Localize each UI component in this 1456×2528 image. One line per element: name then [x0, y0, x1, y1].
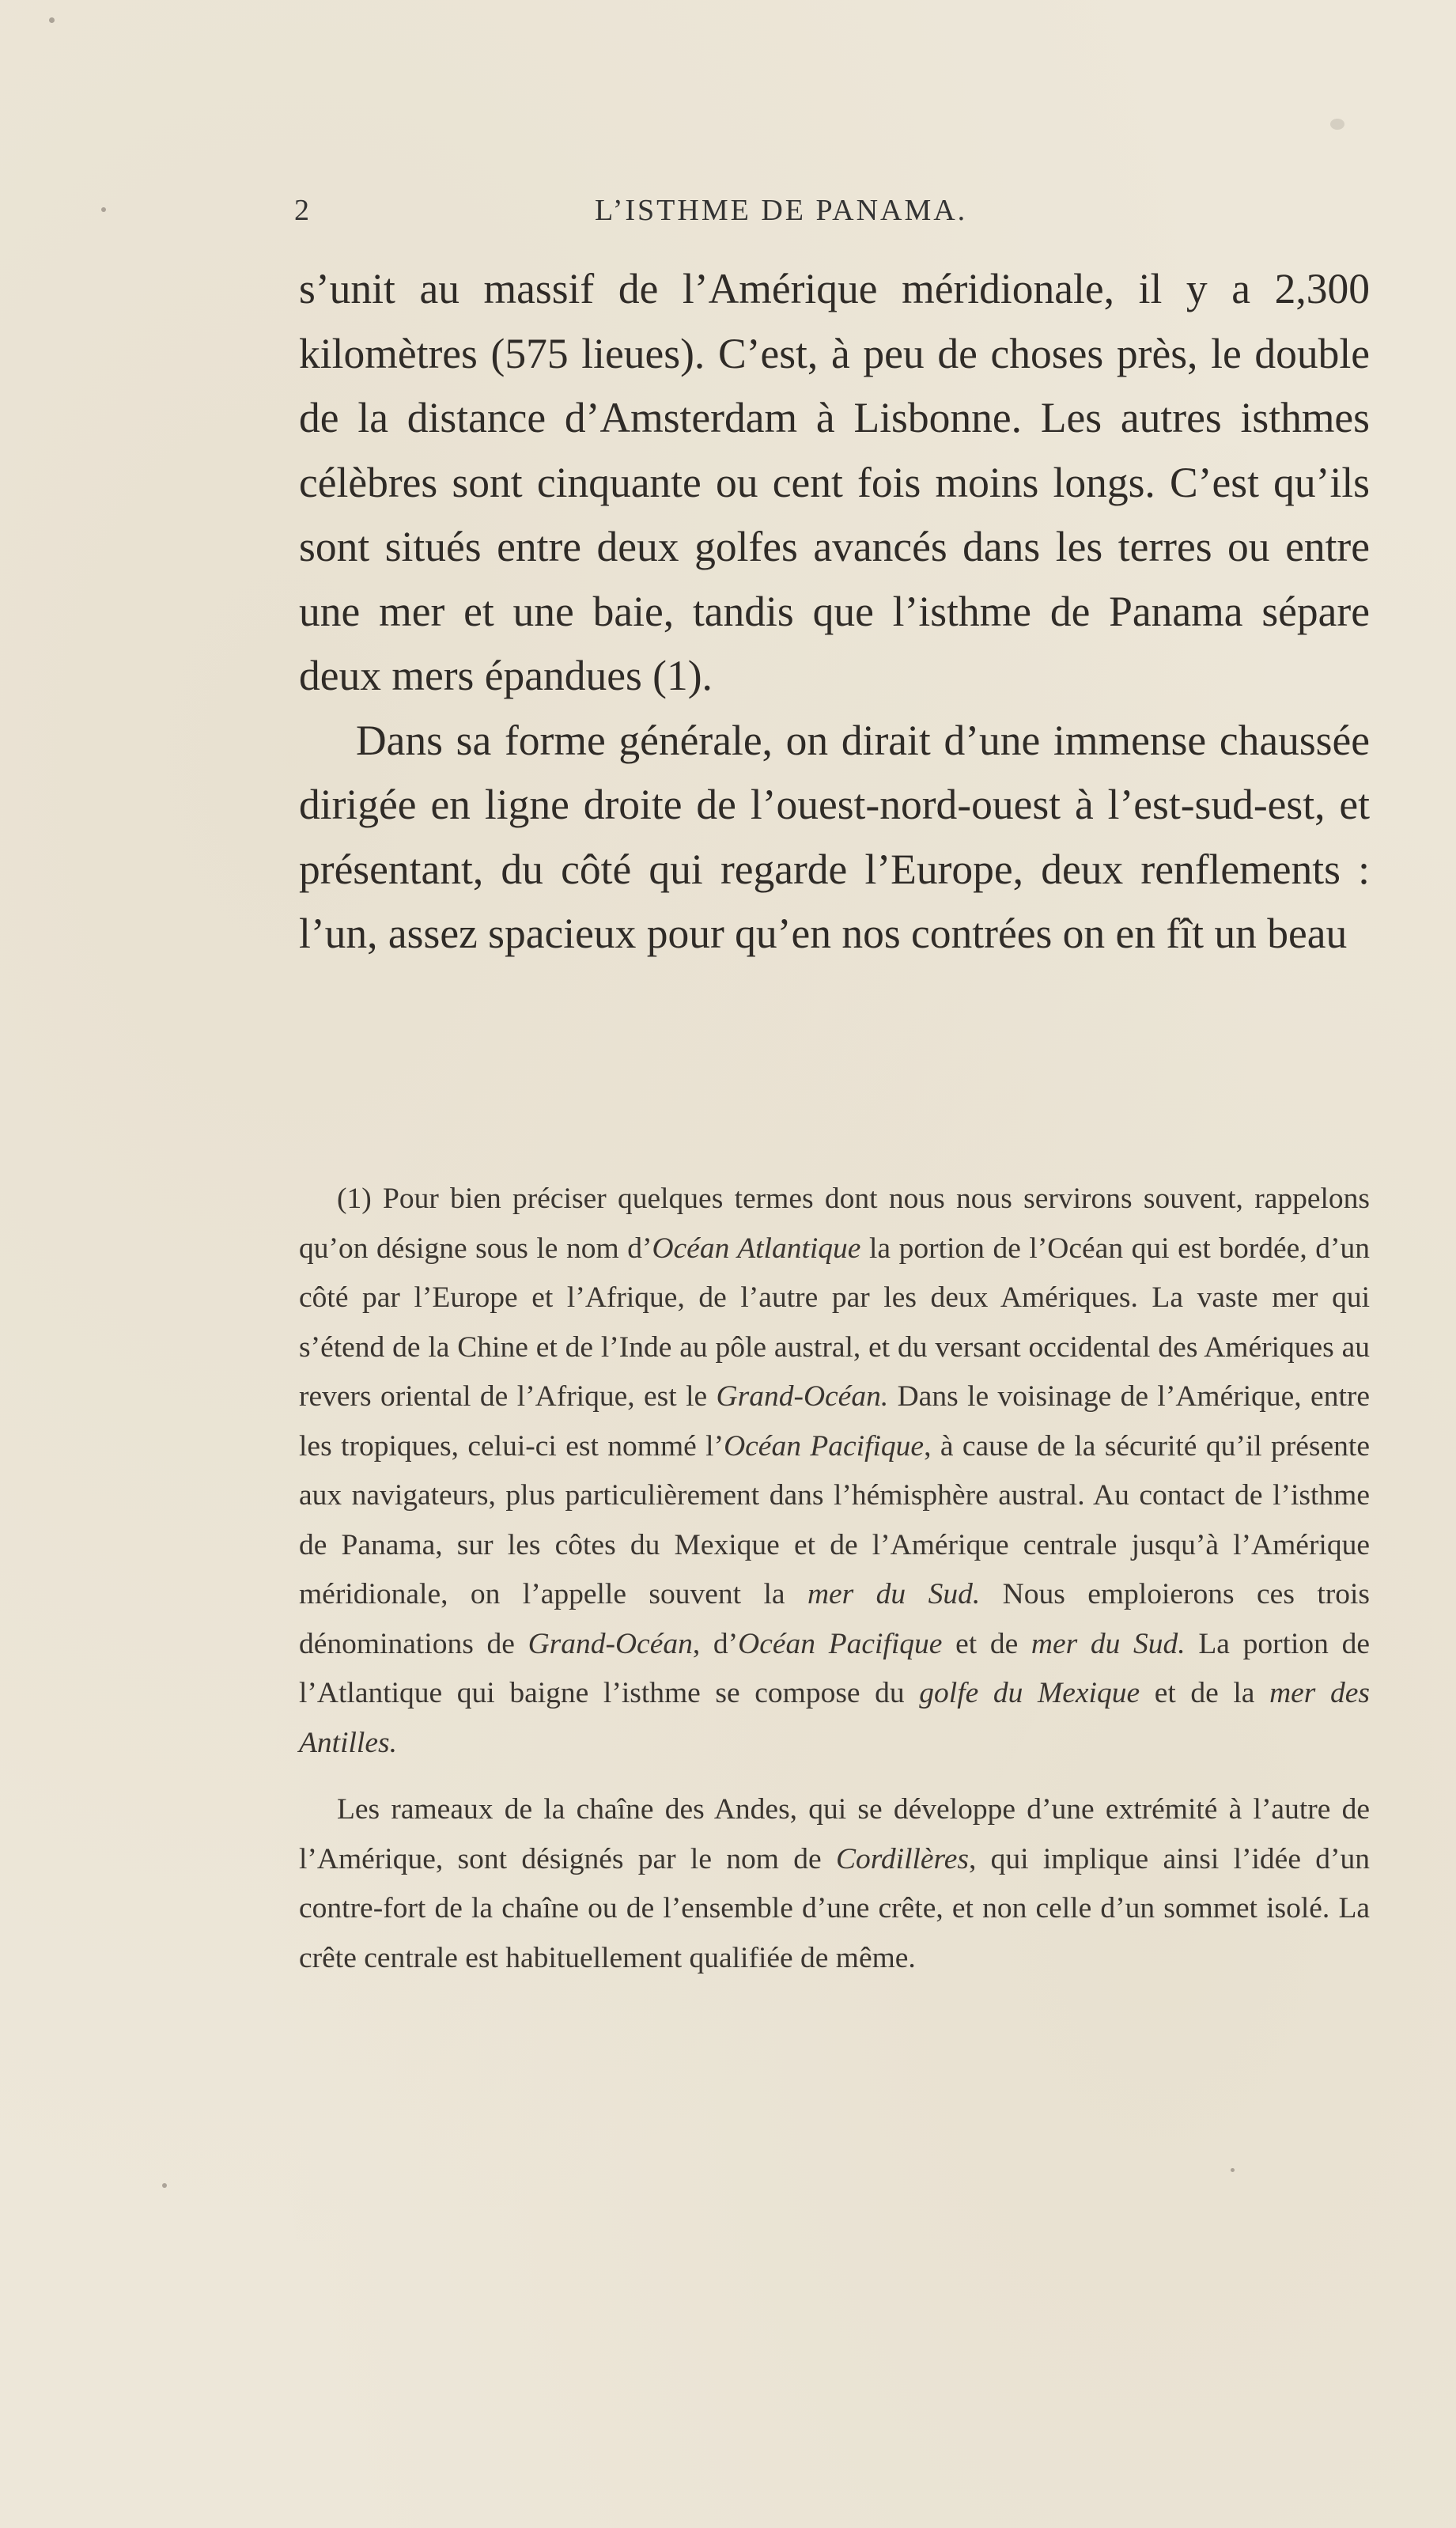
footnote-text: et de la [1140, 1677, 1270, 1709]
footnotes [299, 1175, 1370, 1983]
running-head [294, 193, 1370, 240]
footnote-text: Les rameaux de la chaîne des Andes, qui se développe d’une extrémité à l’autre de l’Amérique, sont désignés par le nom de [299, 1793, 1370, 1875]
footnote-term: Grand-Océan [528, 1627, 693, 1660]
main-text [299, 257, 1370, 967]
footnote-term: golfe du Mexique [919, 1677, 1140, 1709]
footnote-text: Dans le voisinage de l’Amérique, entre les tropiques, celui-ci est nommé l’ [299, 1380, 1370, 1463]
footnote-text: Nous emploierons ces trois dénominations de [299, 1578, 1370, 1660]
footnote-term: Océan Atlantique [652, 1232, 861, 1265]
footnote-text: , d’ [692, 1627, 739, 1660]
paragraph-1: s’unit au massif de l’Amérique méridionale, il y a 2,300 kilomètres (575 lieues). C’est, à peu de choses près, le double de la distance d’Amsterdam à Lisbonne. Les autres isthmes célèbres sont cinquante ou cent fois moins longs. C’est qu’ils sont situés entre deux golfes avancés dans les terres ou entre une mer et une baie, tandis que l’isthme de Panama sépare deux mers épandues (1). [299, 265, 1370, 699]
footnote-text: la portion de l’Océan qui est bordée, d’un côté par l’Europe et l’Afrique, de l’autre par les deux Amériques. La vaste mer qui s’étend de la Chine et de l’Inde au pôle austral, et du versant occidental des Amériques au revers oriental de l’Afrique, est le [299, 1232, 1370, 1413]
footnote-term: mer des Antilles. [299, 1677, 1370, 1759]
footnote-term: mer du Sud. [807, 1578, 981, 1610]
page-number: 2 [294, 194, 312, 227]
footnote-term: Cordillères [835, 1842, 969, 1875]
paper-speck [101, 207, 106, 212]
footnote-text: , qui implique ainsi l’idée d’un contre-fort de la chaîne ou de l’ensemble d’une crête, et non celle d’un sommet isolé. La crête centrale est habituellement qualifiée de même. [299, 1842, 1370, 1974]
footnote-term: Océan Pacifique [724, 1429, 925, 1463]
footnote-2 [299, 1785, 1370, 1983]
footnote-text: La portion de l’Atlantique qui baigne l’isthme se compose du [299, 1627, 1370, 1709]
paper-speck [162, 2183, 167, 2188]
paragraph-2: Dans sa forme générale, on dirait d’une immense chaussée dirigée en ligne droite de l’ouest-nord-ouest à l’est-sud-est, et présentant, du côté qui regarde l’Europe, deux renflements : l’un, assez spacieux pour qu’en nos contrées on en fît un beau [299, 716, 1370, 957]
running-title: L’ISTHME DE PANAMA. [595, 194, 968, 227]
paper-speck [49, 17, 55, 23]
footnote-term: Océan Pacifique [738, 1627, 943, 1660]
footnote-1 [299, 1175, 1370, 1768]
paper-speck [1231, 2168, 1235, 2172]
paper-speck [1330, 119, 1344, 130]
footnote-text: (1) Pour bien préciser quelques termes dont nous nous servirons souvent, rappelons qu’on désigne sous le nom d’ [299, 1183, 1370, 1265]
footnote-term: Grand-Océan. [716, 1380, 889, 1413]
footnote-term: mer du Sud. [1031, 1627, 1186, 1660]
footnote-text: , à cause de la sécurité qu’il présente aux navigateurs, plus particulièrement dans l’hémisphère austral. Au contact de l’isthme de Panama, sur les côtes du Mexique et de l’Amérique centrale jusqu’à l’Amérique méridionale, on l’appelle souvent la [299, 1429, 1370, 1610]
footnote-text: et de [942, 1627, 1031, 1660]
